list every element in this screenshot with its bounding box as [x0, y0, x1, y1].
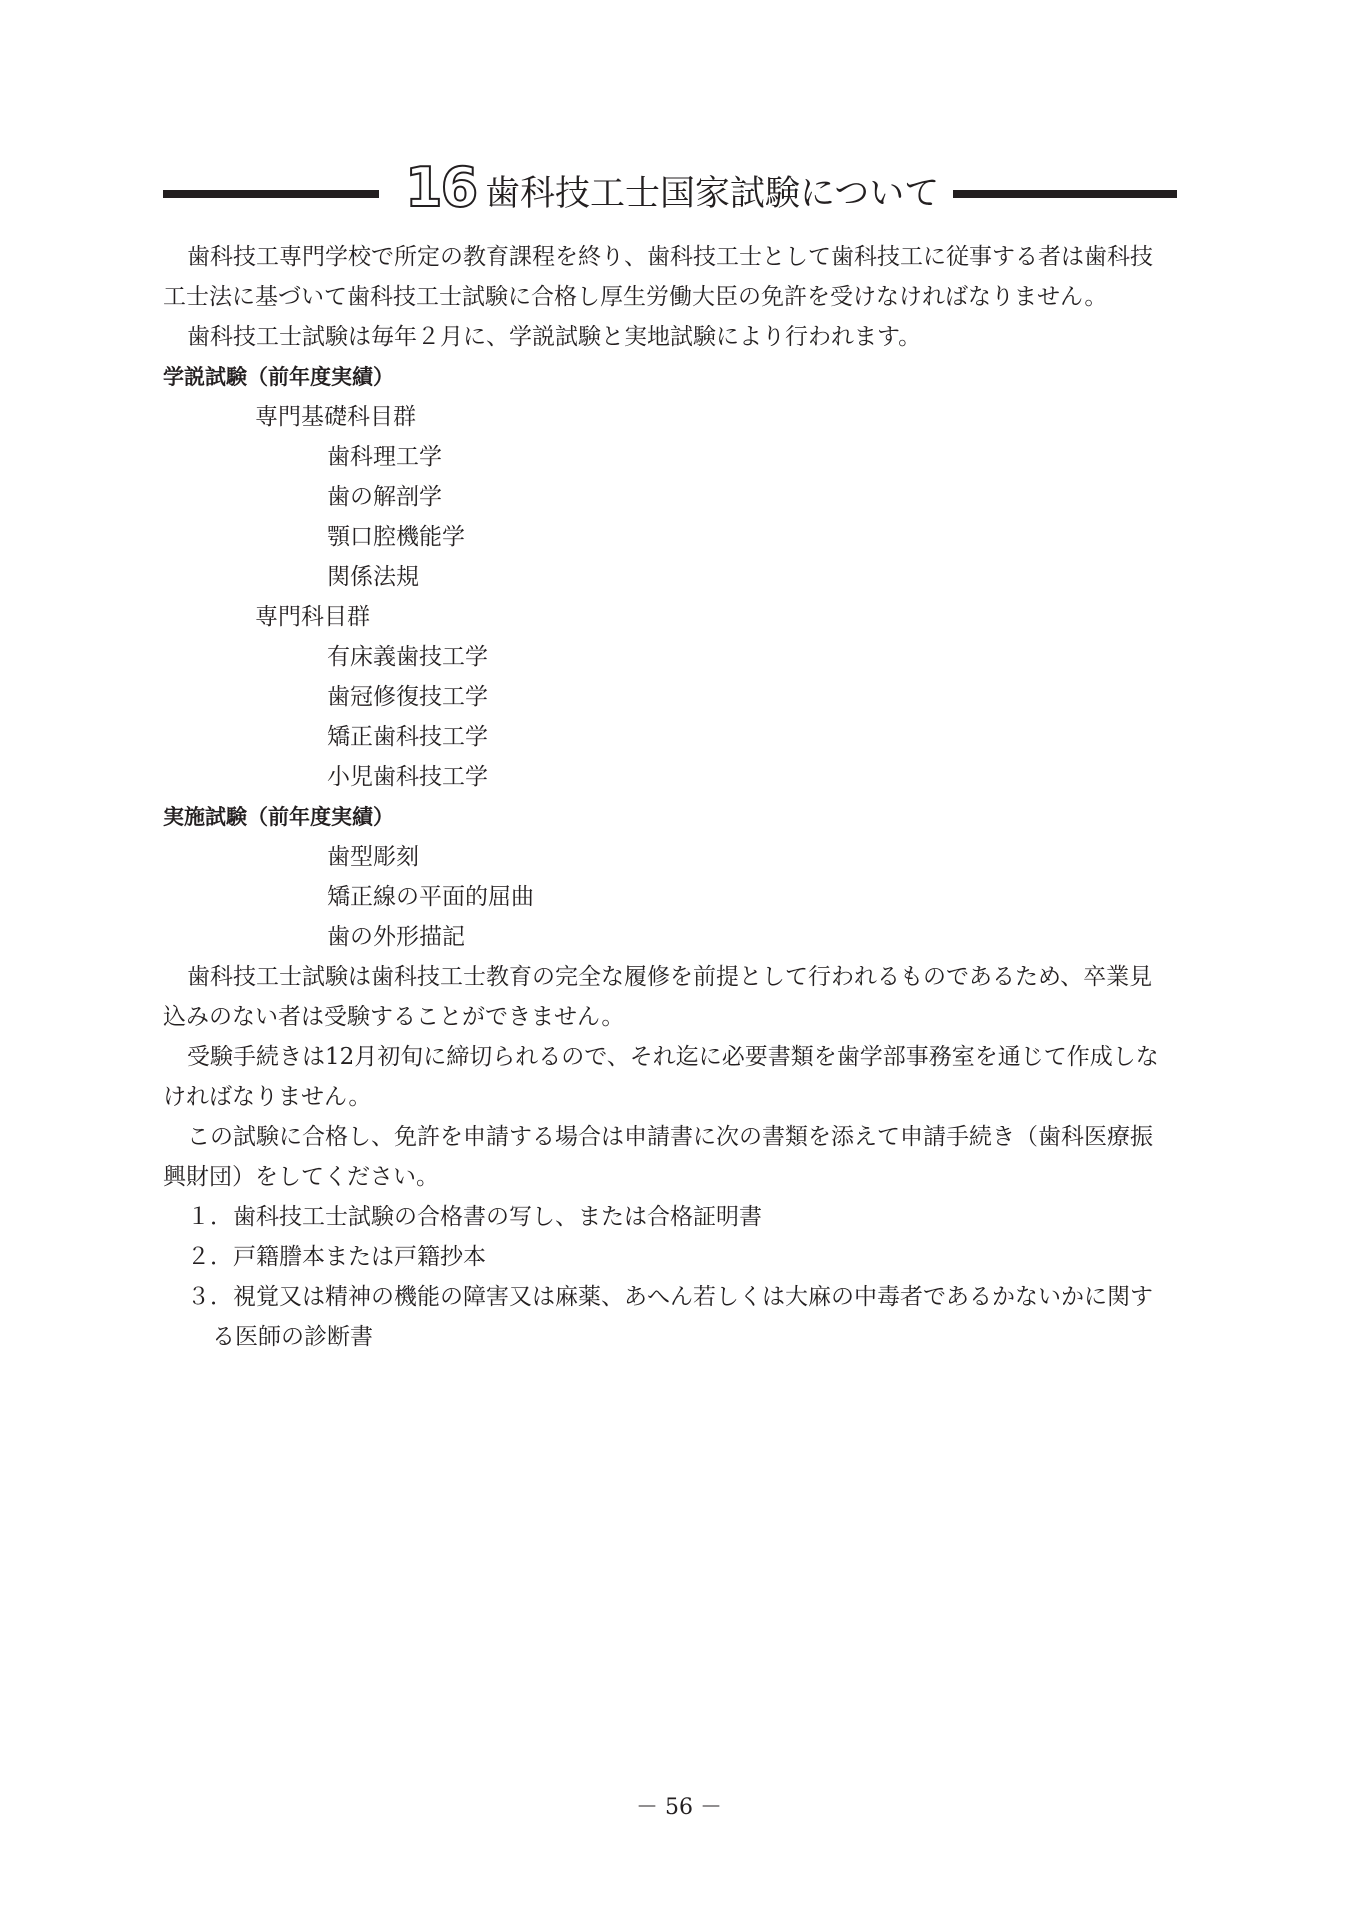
chapter-title: 歯科技工士国家試験について: [485, 174, 940, 214]
note-paragraph-3-line-1: 歯科技工士試験は歯科技工士教育の完全な履修を前提として行われるものであるため、卒業見: [187, 964, 1153, 990]
subject-item: 歯科理工学: [327, 444, 442, 470]
subject-item: 有床義歯技工学: [327, 644, 488, 670]
practical-item: 歯の外形描記: [327, 924, 465, 950]
intro-paragraph-1-line-1: 歯科技工専門学校で所定の教育課程を終り、歯科技工士として歯科技工に従事する者は歯科技: [187, 244, 1153, 270]
subject-item: 関係法規: [327, 564, 419, 590]
document-list-item-continuation: る医師の診断書: [212, 1324, 373, 1350]
document-list-item: [163, 1237, 1175, 1277]
practical-exam-heading: 実施試験（前年度実績）: [163, 805, 394, 829]
basic-subjects-group-label: 専門基礎科目群: [255, 404, 416, 430]
subject-item: 小児歯科技工学: [327, 764, 488, 790]
page-number: － 56 －: [636, 1795, 722, 1820]
intro-paragraph-2: 歯科技工士試験は毎年２月に、学説試験と実地試験により行われます。: [187, 324, 922, 350]
list-number: １．: [187, 1204, 233, 1230]
note-paragraph-4-line-2: ければなりません。: [163, 1084, 372, 1110]
list-number: ２．: [187, 1244, 233, 1270]
chapter-number: 16: [405, 156, 477, 219]
practical-item: 歯型彫刻: [327, 844, 419, 870]
document-list-item: [163, 1197, 1175, 1237]
list-text: 歯科技工士試験の合格書の写し、または合格証明書: [233, 1204, 762, 1230]
note-paragraph-5-line-1: この試験に合格し、免許を申請する場合は申請書に次の書類を添えて申請手続き（歯科医療振: [187, 1124, 1153, 1150]
intro-paragraph-1-line-2: 工士法に基づいて歯科技工士試験に合格し厚生労働大臣の免許を受けなければなりません。: [163, 284, 1108, 310]
theory-exam-heading: 学説試験（前年度実績）: [163, 365, 394, 389]
note-paragraph-3-line-2: 込みのない者は受験することができません。: [163, 1004, 625, 1030]
note-paragraph-5-line-2: 興財団）をしてください。: [163, 1164, 439, 1190]
note-paragraph-4-line-1: 受験手続きは12月初旬に締切られるので、それ迄に必要書類を歯学部事務室を通じて作成しな: [187, 1044, 1159, 1070]
body-text: [163, 237, 1175, 1357]
subject-item: 歯冠修復技工学: [327, 684, 488, 710]
practical-item: 矯正線の平面的屈曲: [327, 884, 534, 910]
chapter-header: [163, 158, 1177, 230]
title-rule-left: [163, 190, 379, 198]
title-rule-right: [953, 190, 1177, 198]
subject-item: 矯正歯科技工学: [327, 724, 488, 750]
document-list-item: [163, 1277, 1175, 1317]
list-text: 戸籍謄本または戸籍抄本: [233, 1244, 486, 1270]
list-text: 視覚又は精神の機能の障害又は麻薬、あへん若しくは大麻の中毒者であるかないかに関す: [233, 1284, 1153, 1310]
specialized-subjects-group-label: 専門科目群: [255, 604, 370, 630]
subject-item: 歯の解剖学: [327, 484, 442, 510]
subject-item: 顎口腔機能学: [327, 524, 465, 550]
list-number: ３．: [187, 1284, 233, 1310]
